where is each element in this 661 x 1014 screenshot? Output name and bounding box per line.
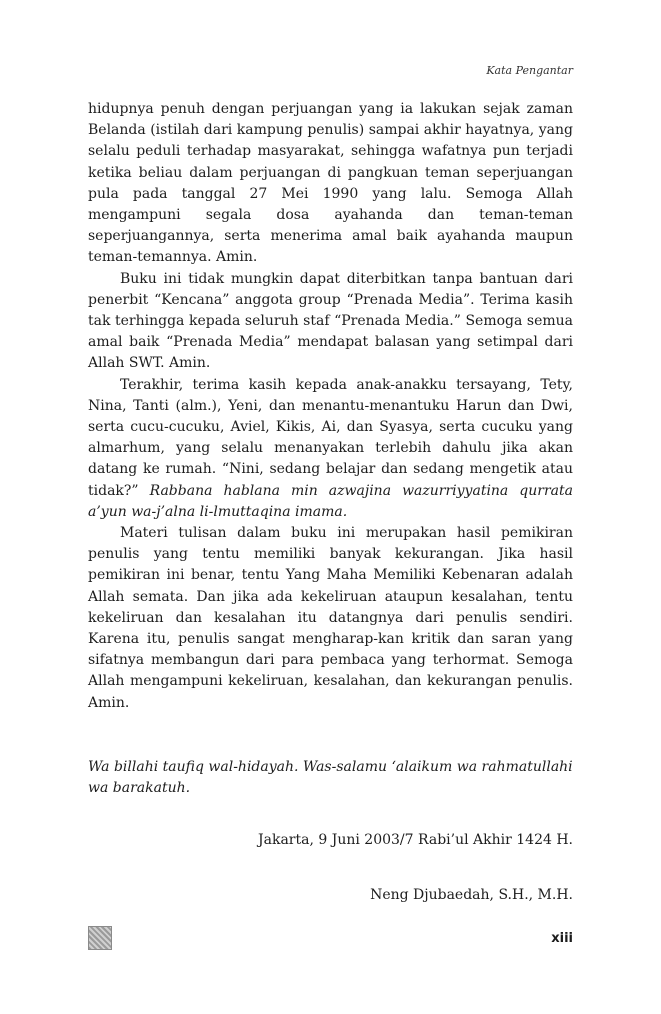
paragraph-3 <box>88 375 573 523</box>
paragraph-2: Buku ini tidak mungkin dapat diterbitkan tanpa bantuan dari penerbit “Kencana” anggota group “Prenada Media”. Terima kasih tak terhingga kepada seluruh staf “Prenada Media.” Semoga semua amal baik “Prenada Media” mendapat balasan yang setimpal dari Allah SWT. Amin. <box>88 270 573 372</box>
paragraph-4: Materi tulisan dalam buku ini merupakan hasil pemikiran penulis yang tentu memiliki banyak kekurangan. Jika hasil pemikiran ini benar, tentu Yang Maha Memiliki Kebenaran adalah Allah semata. Dan jika ada kekeliruan ataupun kesalahan, tentu kekeliruan dan kesalahan itu datangnya dari penulis sendiri. Karena itu, penulis sangat mengharap-kan kritik dan saran yang sifatnya membangun dari para pembaca yang terhormat. Semoga Allah mengampuni kekeliruan, kesalahan, dan kekurangan penulis. Amin. <box>88 525 573 711</box>
body-text <box>88 99 573 714</box>
paragraph-3-prayer: Rabbana hablana min azwajina wazurriyyatina qurrata a’yun wa-j’alna li-lmuttaqina imama. <box>88 482 573 520</box>
folio-mark-icon <box>88 926 112 950</box>
dateline: Jakarta, 9 Juni 2003/7 Rabi’ul Akhir 1424 H. <box>258 832 573 848</box>
author-signature: Neng Djubaedah, S.H., M.H. <box>370 887 573 903</box>
paragraph-3-text: Terakhir, terima kasih kepada anak-anakku tersayang, Tety, Nina, Tanti (alm.), Yeni, dan menantu-menantuku Harun dan Dwi, serta cucu-cucuku, Aviel, Kikis, Ai, dan Syasya, serta cucuku yang almarhum, yang selalu menanyakan terlebih dahulu jika akan datang ke rumah. “Nini, sedang belajar dan sedang mengetik atau tidak?” <box>88 376 573 499</box>
page-number: xiii <box>551 931 573 946</box>
paragraph-1: hidupnya penuh dengan perjuangan yang ia lakukan sejak zaman Belanda (istilah dari kampung penulis) sampai akhir hayatnya, yang selalu peduli terhadap masyarakat, sehingga wafatnya pun terjadi ketika beliau dalam perjuangan di pangkuan teman seperjuangan pula pada tanggal 27 Mei 1990 yang lalu. Semoga Allah mengampuni segala dosa ayahanda dan teman-teman seperjuangannya, serta menerima amal baik ayahanda maupun teman-temannya. Amin. <box>88 101 573 266</box>
closing-salutation: Wa billahi taufiq wal-hidayah. Was-salamu ‘alaikum wa rahmatullahi wa barakatuh. <box>88 759 573 796</box>
running-head: Kata Pengantar <box>486 64 573 77</box>
